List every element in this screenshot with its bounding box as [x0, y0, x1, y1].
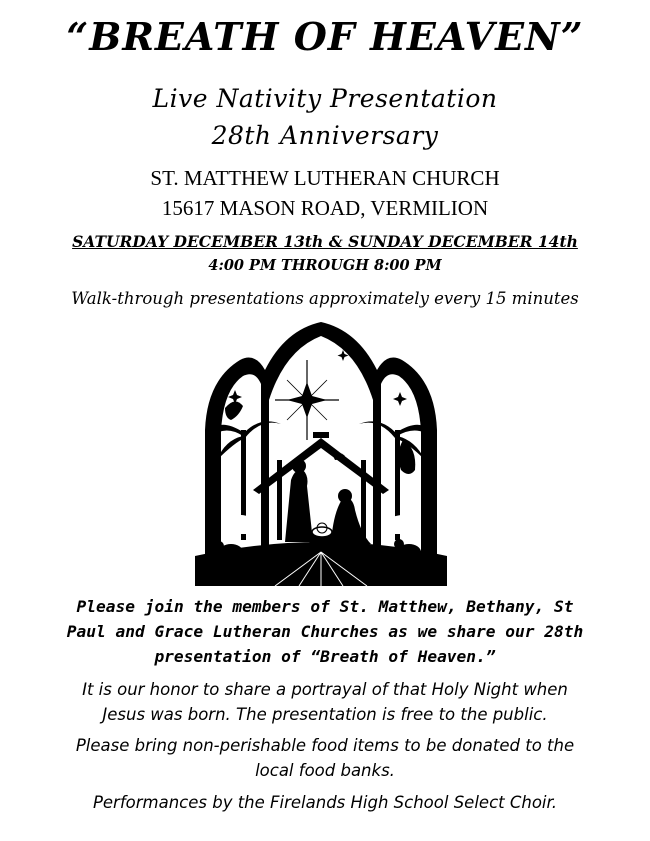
food-line: Please bring non-perishable food items to be donated to the [75, 736, 575, 755]
event-dates: SATURDAY DECEMBER 13th & SUNDAY DECEMBER 14th [72, 232, 578, 251]
join-paragraph [20, 594, 630, 669]
join-line: presentation of “Breath of Heaven.” [154, 647, 496, 666]
honor-line: Jesus was born. The presentation is free to the public. [102, 705, 548, 724]
food-donation-paragraph [20, 733, 630, 783]
honor-line: It is our honor to share a portrayal of that Holy Night when [82, 680, 568, 699]
join-line: Paul and Grace Lutheran Churches as we share our 28th [66, 622, 584, 641]
subtitle-anniversary: 28th Anniversary [211, 121, 439, 150]
walkthrough-note: Walk-through presentations approximately every 15 minutes [71, 289, 579, 308]
join-line: Please join the members of St. Matthew, Bethany, St [76, 597, 574, 616]
nativity-silhouette-icon [195, 320, 447, 586]
church-name: ST. MATTHEW LUTHERAN CHURCH [150, 166, 500, 190]
subtitle-live-nativity: Live Nativity Presentation [152, 84, 498, 113]
food-line: local food banks. [255, 761, 395, 780]
flyer-title: “BREATH OF HEAVEN” [66, 14, 584, 59]
honor-paragraph [20, 677, 630, 727]
event-times: 4:00 PM THROUGH 8:00 PM [208, 257, 442, 274]
choir-line: Performances by the Firelands High School Select Choir. [92, 793, 558, 812]
choir-note [20, 790, 630, 815]
church-address: 15617 MASON ROAD, VERMILION [161, 196, 489, 220]
